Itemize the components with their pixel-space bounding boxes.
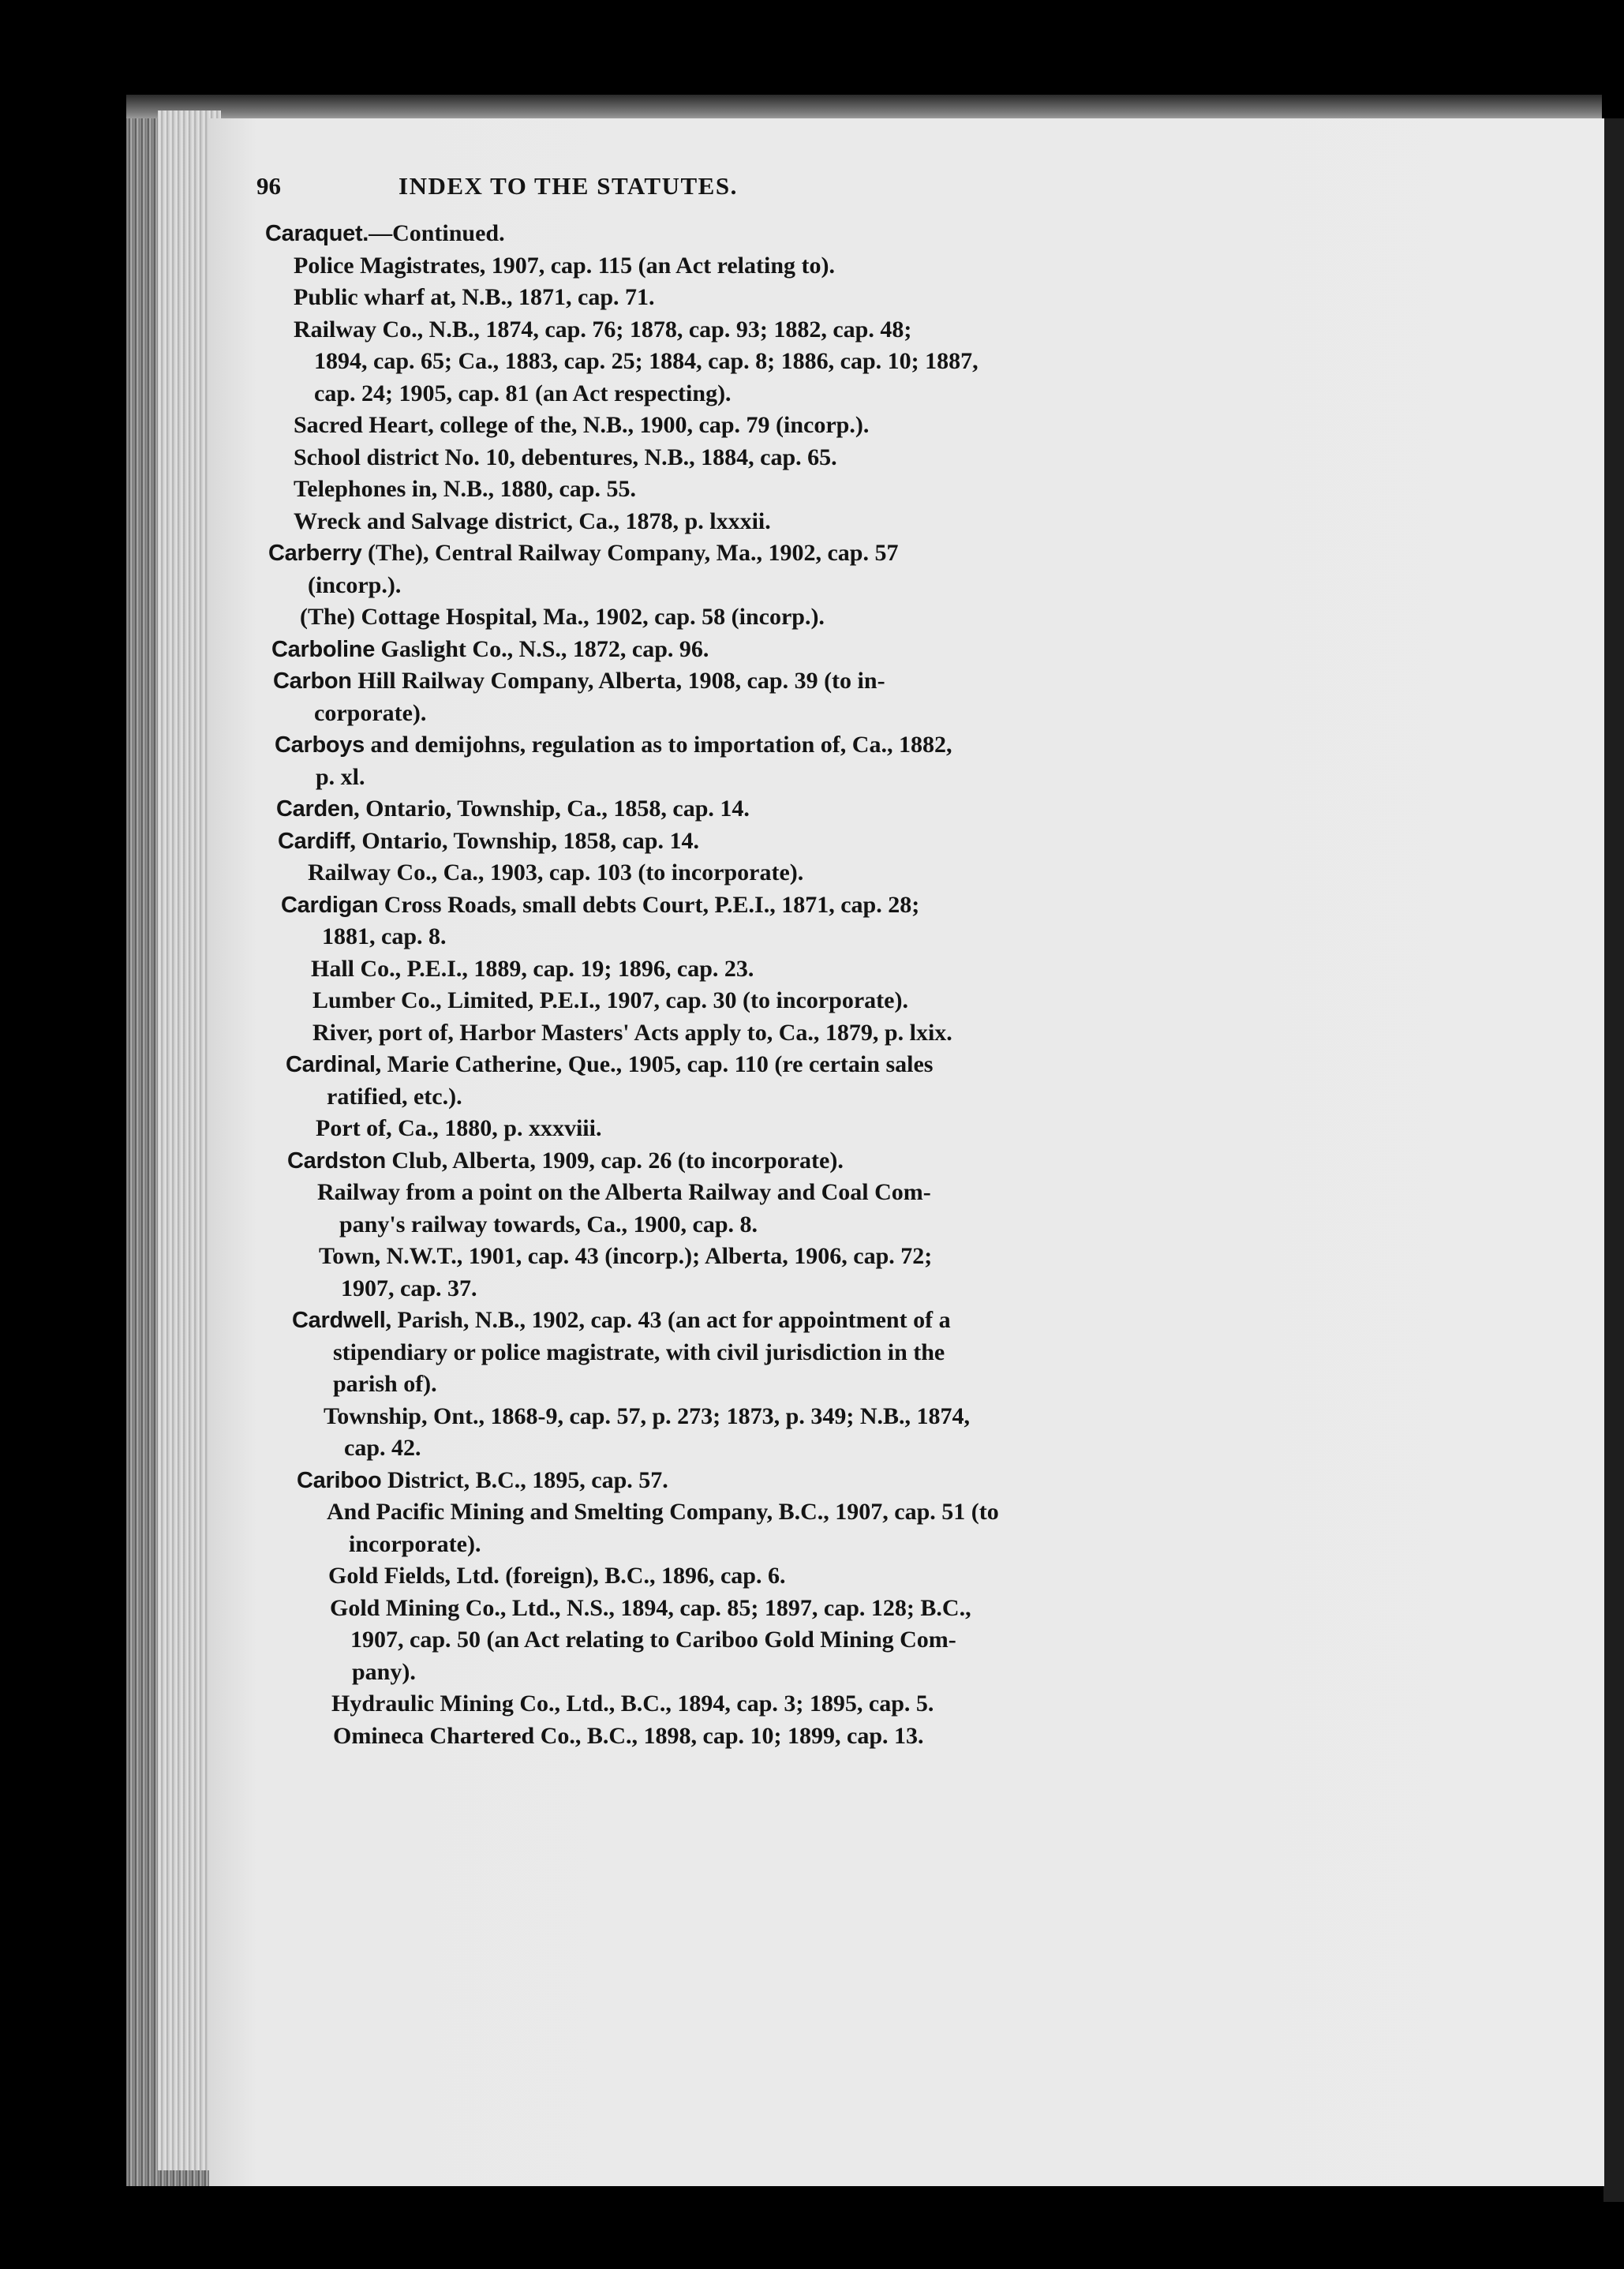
index-entry-text: Hill Railway Company, Alberta, 1908, cap. 39 (to in- <box>351 668 885 694</box>
index-line <box>295 1432 1386 1465</box>
index-headword: Cariboo <box>297 1467 382 1493</box>
index-entry-text: 1881, cap. 8. <box>322 923 447 949</box>
index-entry-text: , Parish, N.B., 1902, cap. 43 (an act for appointment of a <box>385 1307 951 1333</box>
index-line <box>265 346 1386 378</box>
index-line <box>275 729 1386 762</box>
index-line <box>298 1496 1386 1529</box>
index-line <box>278 826 1386 858</box>
index-entry-text: (The), Central Railway Company, Ma., 1902, cap. 57 <box>361 540 899 566</box>
index-entry-text: cap. 42. <box>344 1435 421 1461</box>
index-line <box>265 282 1386 314</box>
index-line <box>300 1529 1386 1561</box>
index-entry-text: Lumber Co., Limited, P.E.I., 1907, cap. 30 (to incorporate). <box>312 987 908 1013</box>
index-entry-text: (The) Cottage Hospital, Ma., 1902, cap. 58 (incorp.). <box>300 604 825 630</box>
index-line <box>300 1560 1386 1593</box>
index-headword: Cardinal <box>286 1052 376 1077</box>
index-line <box>290 1209 1386 1241</box>
index-entry-text: Port of, Ca., 1880, p. xxxviii. <box>316 1115 602 1141</box>
index-entry-text: Telephones in, N.B., 1880, cap. 55. <box>294 476 636 502</box>
index-entry-text: Wreck and Salvage district, Ca., 1878, p. lxxxii. <box>294 507 771 534</box>
index-entry-text: Omineca Chartered Co., B.C., 1898, cap. 10; 1899, cap. 13. <box>333 1722 924 1749</box>
index-line <box>292 1273 1386 1305</box>
index-entry-text: River, port of, Harbor Masters' Acts apply to, Ca., 1879, p. lxix. <box>312 1019 952 1046</box>
index-headword: Cardiff <box>278 828 350 854</box>
index-line <box>275 698 1386 730</box>
index-entry-text: incorporate). <box>349 1530 481 1557</box>
index-line <box>268 537 1386 570</box>
index-headword: Carberry <box>268 541 362 566</box>
index-headword: Carboline <box>271 636 376 662</box>
index-line <box>276 793 1386 826</box>
index-line <box>286 1049 1386 1081</box>
index-line <box>276 762 1386 794</box>
index-line <box>284 1017 1386 1050</box>
index-line <box>271 634 1386 666</box>
index-entry-text: Public wharf at, N.B., 1871, cap. 71. <box>294 284 655 310</box>
index-entry-text: ratified, etc.). <box>327 1083 462 1110</box>
index-entry-text: School district No. 10, debentures, N.B., 1884, cap. 65. <box>294 444 837 470</box>
index-line <box>294 1337 1386 1369</box>
index-line <box>303 1688 1386 1720</box>
index-entry-text: (incorp.). <box>308 571 402 598</box>
index-line <box>268 570 1386 602</box>
index-entry-text: pany's railway towards, Ca., 1900, cap. 8. <box>339 1211 758 1237</box>
index-line <box>265 250 1386 283</box>
index-line <box>294 1369 1386 1401</box>
index-line <box>283 953 1386 986</box>
index-entry-text: Gold Fields, Ltd. (foreign), B.C., 1896, cap. 6. <box>328 1563 786 1589</box>
index-line <box>303 1657 1386 1689</box>
index-line <box>287 1113 1386 1145</box>
index-headword: Cardigan <box>281 892 379 918</box>
index-headword: Caraquet. <box>265 221 369 246</box>
index-entry-text: Township, Ont., 1868-9, cap. 57, p. 273; 1873, p. 349; N.B., 1874, <box>324 1402 971 1429</box>
index-entry-text: stipendiary or police magistrate, with civil jurisdiction in the <box>333 1339 945 1365</box>
index-entry-text: And Pacific Mining and Smelting Company, B.C., 1907, cap. 51 (to <box>327 1499 999 1525</box>
index-line <box>265 314 1386 346</box>
index-line <box>265 410 1386 442</box>
index-entry-text: Sacred Heart, college of the, N.B., 1900, cap. 79 (incorp.). <box>294 412 870 438</box>
index-entry-text: Gaslight Co., N.S., 1872, cap. 96. <box>375 635 709 662</box>
index-entry-text: 1907, cap. 50 (an Act relating to Cariboo Gold Mining Com- <box>350 1627 956 1653</box>
index-entry-text: pany). <box>352 1658 416 1685</box>
index-entry-text: Cross Roads, small debts Court, P.E.I., 1871, cap. 28; <box>378 891 920 918</box>
index-line <box>271 601 1386 634</box>
index-entries <box>265 218 1386 1752</box>
index-line <box>284 985 1386 1017</box>
index-line <box>265 474 1386 506</box>
index-entry-text: , Ontario, Township, 1858, cap. 14. <box>350 827 699 854</box>
index-line <box>281 889 1386 922</box>
index-entry-text: and demijohns, regulation as to importation of, Ca., 1882, <box>364 732 952 758</box>
index-entry-text: District, B.C., 1895, cap. 57. <box>381 1466 668 1493</box>
index-line <box>273 665 1386 698</box>
index-line <box>301 1624 1386 1657</box>
index-line <box>265 442 1386 474</box>
index-entry-text: 1907, cap. 37. <box>341 1275 477 1301</box>
index-entry-text: parish of). <box>333 1371 437 1397</box>
index-entry-text: Gold Mining Co., Ltd., N.S., 1894, cap. 85; 1897, cap. 128; B.C., <box>330 1594 971 1621</box>
index-headword: Carboys <box>275 732 365 758</box>
index-entry-text: Hydraulic Mining Co., Ltd., B.C., 1894, cap. 3; 1895, cap. 5. <box>331 1691 934 1717</box>
index-line <box>265 378 1386 410</box>
index-entry-text: Railway Co., Ca., 1903, cap. 103 (to incorporate). <box>308 859 804 886</box>
index-line <box>305 1720 1386 1753</box>
index-entry-text: Town, N.W.T., 1901, cap. 43 (incorp.); Alberta, 1906, cap. 72; <box>319 1243 933 1269</box>
index-line <box>287 1081 1386 1114</box>
index-line <box>283 921 1386 953</box>
index-line <box>301 1593 1386 1625</box>
index-entry-text: 1894, cap. 65; Ca., 1883, cap. 25; 1884, cap. 8; 1886, cap. 10; 1887, <box>314 348 979 374</box>
index-line <box>279 857 1386 889</box>
page-title: INDEX TO THE STATUTES. <box>399 172 738 200</box>
index-line <box>290 1241 1386 1273</box>
index-headword: Carbon <box>273 668 352 694</box>
page-number: 96 <box>256 172 281 200</box>
index-headword: Cardston <box>287 1148 386 1174</box>
index-entry-text: Club, Alberta, 1909, cap. 26 (to incorporate). <box>385 1147 844 1174</box>
index-line <box>265 218 1386 250</box>
index-entry-text: Police Magistrates, 1907, cap. 115 (an Act relating to). <box>294 252 835 279</box>
index-entry-text: Railway Co., N.B., 1874, cap. 76; 1878, cap. 93; 1882, cap. 48; <box>294 316 912 343</box>
index-headword: Carden <box>276 796 354 822</box>
index-line <box>289 1177 1386 1209</box>
running-head <box>256 170 1124 202</box>
index-entry-text: —Continued. <box>369 220 505 246</box>
index-line <box>297 1465 1386 1497</box>
index-headword: Cardwell <box>292 1308 386 1333</box>
index-line <box>287 1145 1386 1178</box>
index-line <box>292 1305 1386 1337</box>
index-entry-text: Hall Co., P.E.I., 1889, cap. 19; 1896, cap. 23. <box>311 955 754 982</box>
index-entry-text: , Ontario, Township, Ca., 1858, cap. 14. <box>354 796 750 822</box>
index-line <box>295 1401 1386 1433</box>
index-entry-text: , Marie Catherine, Que., 1905, cap. 110 (re certain sales <box>375 1051 934 1077</box>
index-entry-text: cap. 24; 1905, cap. 81 (an Act respecting). <box>314 380 732 406</box>
index-entry-text: corporate). <box>314 699 427 726</box>
index-entry-text: p. xl. <box>316 763 365 790</box>
index-entry-text: Railway from a point on the Alberta Railway and Coal Com- <box>317 1179 931 1205</box>
index-line <box>265 506 1386 538</box>
